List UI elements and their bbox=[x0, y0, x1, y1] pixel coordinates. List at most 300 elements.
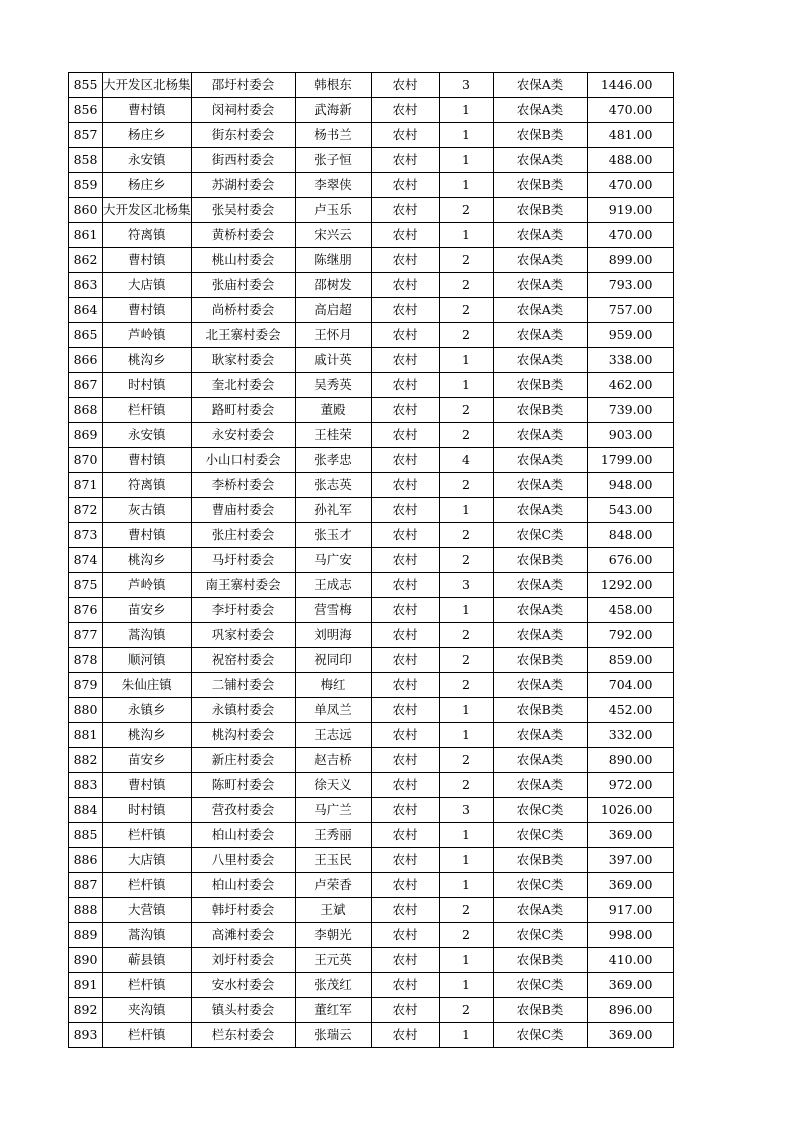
person-name-cell: 高启超 bbox=[295, 298, 371, 323]
person-name-cell: 马广兰 bbox=[295, 798, 371, 823]
residence-type-cell: 农村 bbox=[371, 448, 439, 473]
village-committee-cell: 街西村委会 bbox=[191, 148, 295, 173]
row-number-cell: 886 bbox=[69, 848, 103, 873]
person-name-cell: 梅红 bbox=[295, 673, 371, 698]
town-cell: 栏杆镇 bbox=[103, 973, 192, 998]
amount-cell: 959.00 bbox=[587, 323, 673, 348]
table-row bbox=[69, 398, 674, 423]
town-cell: 符离镇 bbox=[103, 223, 192, 248]
row-number-cell: 889 bbox=[69, 923, 103, 948]
residence-type-cell: 农村 bbox=[371, 248, 439, 273]
household-count-cell: 1 bbox=[439, 973, 493, 998]
amount-cell: 458.00 bbox=[587, 598, 673, 623]
residence-type-cell: 农村 bbox=[371, 123, 439, 148]
town-cell: 曹村镇 bbox=[103, 98, 192, 123]
row-number-cell: 865 bbox=[69, 323, 103, 348]
table-row bbox=[69, 498, 674, 523]
village-committee-cell: 刘圩村委会 bbox=[191, 948, 295, 973]
village-committee-cell: 新庄村委会 bbox=[191, 748, 295, 773]
village-committee-cell: 尚桥村委会 bbox=[191, 298, 295, 323]
household-count-cell: 1 bbox=[439, 123, 493, 148]
residence-type-cell: 农村 bbox=[371, 423, 439, 448]
town-cell: 曹村镇 bbox=[103, 298, 192, 323]
amount-cell: 899.00 bbox=[587, 248, 673, 273]
amount-cell: 890.00 bbox=[587, 748, 673, 773]
town-cell: 杨庄乡 bbox=[103, 123, 192, 148]
town-cell: 时村镇 bbox=[103, 798, 192, 823]
residence-type-cell: 农村 bbox=[371, 573, 439, 598]
table-row bbox=[69, 298, 674, 323]
village-committee-cell: 马圩村委会 bbox=[191, 548, 295, 573]
village-committee-cell: 南王寨村委会 bbox=[191, 573, 295, 598]
town-cell: 大营镇 bbox=[103, 898, 192, 923]
row-number-cell: 871 bbox=[69, 473, 103, 498]
person-name-cell: 王秀丽 bbox=[295, 823, 371, 848]
town-cell: 永安镇 bbox=[103, 423, 192, 448]
person-name-cell: 张孝忠 bbox=[295, 448, 371, 473]
amount-cell: 793.00 bbox=[587, 273, 673, 298]
residence-type-cell: 农村 bbox=[371, 648, 439, 673]
table-row bbox=[69, 573, 674, 598]
amount-cell: 896.00 bbox=[587, 998, 673, 1023]
household-count-cell: 3 bbox=[439, 573, 493, 598]
amount-cell: 972.00 bbox=[587, 773, 673, 798]
household-count-cell: 1 bbox=[439, 723, 493, 748]
town-cell: 栏杆镇 bbox=[103, 823, 192, 848]
table-row bbox=[69, 798, 674, 823]
residence-type-cell: 农村 bbox=[371, 98, 439, 123]
town-cell: 大店镇 bbox=[103, 848, 192, 873]
household-count-cell: 1 bbox=[439, 598, 493, 623]
town-cell: 大开发区北杨集 bbox=[103, 198, 192, 223]
insurance-category-cell: 农保A类 bbox=[493, 148, 587, 173]
row-number-cell: 861 bbox=[69, 223, 103, 248]
amount-cell: 369.00 bbox=[587, 1023, 673, 1048]
row-number-cell: 875 bbox=[69, 573, 103, 598]
village-committee-cell: 永安村委会 bbox=[191, 423, 295, 448]
residence-type-cell: 农村 bbox=[371, 973, 439, 998]
person-name-cell: 刘明海 bbox=[295, 623, 371, 648]
residence-type-cell: 农村 bbox=[371, 173, 439, 198]
household-count-cell: 1 bbox=[439, 873, 493, 898]
household-count-cell: 2 bbox=[439, 398, 493, 423]
person-name-cell: 董殿 bbox=[295, 398, 371, 423]
row-number-cell: 857 bbox=[69, 123, 103, 148]
row-number-cell: 883 bbox=[69, 773, 103, 798]
row-number-cell: 872 bbox=[69, 498, 103, 523]
amount-cell: 481.00 bbox=[587, 123, 673, 148]
village-committee-cell: 栏东村委会 bbox=[191, 1023, 295, 1048]
amount-cell: 369.00 bbox=[587, 973, 673, 998]
amount-cell: 470.00 bbox=[587, 223, 673, 248]
row-number-cell: 881 bbox=[69, 723, 103, 748]
person-name-cell: 营雪梅 bbox=[295, 598, 371, 623]
residence-type-cell: 农村 bbox=[371, 748, 439, 773]
village-committee-cell: 祝窑村委会 bbox=[191, 648, 295, 673]
household-count-cell: 1 bbox=[439, 948, 493, 973]
person-name-cell: 祝同印 bbox=[295, 648, 371, 673]
insurance-category-cell: 农保C类 bbox=[493, 523, 587, 548]
village-committee-cell: 李桥村委会 bbox=[191, 473, 295, 498]
amount-cell: 332.00 bbox=[587, 723, 673, 748]
town-cell: 曹村镇 bbox=[103, 448, 192, 473]
person-name-cell: 陈继朋 bbox=[295, 248, 371, 273]
residence-type-cell: 农村 bbox=[371, 498, 439, 523]
row-number-cell: 863 bbox=[69, 273, 103, 298]
town-cell: 曹村镇 bbox=[103, 523, 192, 548]
person-name-cell: 孙礼军 bbox=[295, 498, 371, 523]
town-cell: 符离镇 bbox=[103, 473, 192, 498]
person-name-cell: 张瑞云 bbox=[295, 1023, 371, 1048]
table-row bbox=[69, 73, 674, 98]
insurance-category-cell: 农保A类 bbox=[493, 473, 587, 498]
table-row bbox=[69, 773, 674, 798]
row-number-cell: 866 bbox=[69, 348, 103, 373]
person-name-cell: 李翠侠 bbox=[295, 173, 371, 198]
village-committee-cell: 桃山村委会 bbox=[191, 248, 295, 273]
row-number-cell: 888 bbox=[69, 898, 103, 923]
table-row bbox=[69, 1023, 674, 1048]
person-name-cell: 杨书兰 bbox=[295, 123, 371, 148]
residence-type-cell: 农村 bbox=[371, 823, 439, 848]
insurance-category-cell: 农保C类 bbox=[493, 1023, 587, 1048]
row-number-cell: 855 bbox=[69, 73, 103, 98]
household-count-cell: 1 bbox=[439, 698, 493, 723]
table-row bbox=[69, 873, 674, 898]
residence-type-cell: 农村 bbox=[371, 323, 439, 348]
insurance-category-cell: 农保A类 bbox=[493, 773, 587, 798]
row-number-cell: 873 bbox=[69, 523, 103, 548]
data-table bbox=[68, 72, 674, 1048]
insurance-category-cell: 农保A类 bbox=[493, 98, 587, 123]
household-count-cell: 1 bbox=[439, 98, 493, 123]
row-number-cell: 858 bbox=[69, 148, 103, 173]
household-count-cell: 1 bbox=[439, 173, 493, 198]
table-row bbox=[69, 848, 674, 873]
insurance-category-cell: 农保A类 bbox=[493, 448, 587, 473]
residence-type-cell: 农村 bbox=[371, 523, 439, 548]
person-name-cell: 戚计英 bbox=[295, 348, 371, 373]
household-count-cell: 2 bbox=[439, 523, 493, 548]
residence-type-cell: 农村 bbox=[371, 923, 439, 948]
household-count-cell: 3 bbox=[439, 73, 493, 98]
person-name-cell: 宋兴云 bbox=[295, 223, 371, 248]
insurance-category-cell: 农保C类 bbox=[493, 923, 587, 948]
insurance-category-cell: 农保B类 bbox=[493, 648, 587, 673]
household-count-cell: 1 bbox=[439, 1023, 493, 1048]
village-committee-cell: 李圩村委会 bbox=[191, 598, 295, 623]
residence-type-cell: 农村 bbox=[371, 223, 439, 248]
amount-cell: 488.00 bbox=[587, 148, 673, 173]
amount-cell: 369.00 bbox=[587, 873, 673, 898]
row-number-cell: 864 bbox=[69, 298, 103, 323]
town-cell: 苗安乡 bbox=[103, 748, 192, 773]
table-row bbox=[69, 198, 674, 223]
residence-type-cell: 农村 bbox=[371, 273, 439, 298]
town-cell: 曹村镇 bbox=[103, 248, 192, 273]
amount-cell: 848.00 bbox=[587, 523, 673, 548]
residence-type-cell: 农村 bbox=[371, 548, 439, 573]
amount-cell: 397.00 bbox=[587, 848, 673, 873]
person-name-cell: 董红军 bbox=[295, 998, 371, 1023]
town-cell: 灰古镇 bbox=[103, 498, 192, 523]
table-row bbox=[69, 523, 674, 548]
household-count-cell: 1 bbox=[439, 498, 493, 523]
insurance-category-cell: 农保A类 bbox=[493, 623, 587, 648]
household-count-cell: 2 bbox=[439, 673, 493, 698]
household-count-cell: 2 bbox=[439, 898, 493, 923]
person-name-cell: 王成志 bbox=[295, 573, 371, 598]
village-committee-cell: 巩家村委会 bbox=[191, 623, 295, 648]
insurance-category-cell: 农保B类 bbox=[493, 998, 587, 1023]
table-row bbox=[69, 98, 674, 123]
household-count-cell: 2 bbox=[439, 248, 493, 273]
town-cell: 永安镇 bbox=[103, 148, 192, 173]
row-number-cell: 880 bbox=[69, 698, 103, 723]
town-cell: 芦岭镇 bbox=[103, 573, 192, 598]
household-count-cell: 1 bbox=[439, 148, 493, 173]
person-name-cell: 王志远 bbox=[295, 723, 371, 748]
household-count-cell: 2 bbox=[439, 273, 493, 298]
town-cell: 苗安乡 bbox=[103, 598, 192, 623]
insurance-category-cell: 农保B类 bbox=[493, 948, 587, 973]
residence-type-cell: 农村 bbox=[371, 298, 439, 323]
insurance-category-cell: 农保B类 bbox=[493, 123, 587, 148]
amount-cell: 543.00 bbox=[587, 498, 673, 523]
amount-cell: 739.00 bbox=[587, 398, 673, 423]
village-committee-cell: 曹庙村委会 bbox=[191, 498, 295, 523]
person-name-cell: 邵树发 bbox=[295, 273, 371, 298]
household-count-cell: 1 bbox=[439, 373, 493, 398]
table-row bbox=[69, 448, 674, 473]
amount-cell: 470.00 bbox=[587, 173, 673, 198]
row-number-cell: 887 bbox=[69, 873, 103, 898]
village-committee-cell: 北王寨村委会 bbox=[191, 323, 295, 348]
household-count-cell: 3 bbox=[439, 798, 493, 823]
person-name-cell: 韩根东 bbox=[295, 73, 371, 98]
insurance-category-cell: 农保A类 bbox=[493, 423, 587, 448]
town-cell: 栏杆镇 bbox=[103, 873, 192, 898]
insurance-category-cell: 农保B类 bbox=[493, 173, 587, 198]
amount-cell: 676.00 bbox=[587, 548, 673, 573]
table-row bbox=[69, 898, 674, 923]
amount-cell: 704.00 bbox=[587, 673, 673, 698]
town-cell: 蒿沟镇 bbox=[103, 623, 192, 648]
village-committee-cell: 柏山村委会 bbox=[191, 823, 295, 848]
table-row bbox=[69, 248, 674, 273]
insurance-category-cell: 农保A类 bbox=[493, 673, 587, 698]
amount-cell: 998.00 bbox=[587, 923, 673, 948]
household-count-cell: 2 bbox=[439, 473, 493, 498]
household-count-cell: 1 bbox=[439, 348, 493, 373]
town-cell: 蕲县镇 bbox=[103, 948, 192, 973]
household-count-cell: 1 bbox=[439, 823, 493, 848]
row-number-cell: 878 bbox=[69, 648, 103, 673]
village-committee-cell: 高滩村委会 bbox=[191, 923, 295, 948]
village-committee-cell: 黄桥村委会 bbox=[191, 223, 295, 248]
residence-type-cell: 农村 bbox=[371, 473, 439, 498]
insurance-category-cell: 农保A类 bbox=[493, 73, 587, 98]
town-cell: 大开发区北杨集 bbox=[103, 73, 192, 98]
insurance-category-cell: 农保B类 bbox=[493, 848, 587, 873]
insurance-category-cell: 农保C类 bbox=[493, 823, 587, 848]
insurance-category-cell: 农保A类 bbox=[493, 298, 587, 323]
table-row bbox=[69, 423, 674, 448]
row-number-cell: 869 bbox=[69, 423, 103, 448]
person-name-cell: 王桂荣 bbox=[295, 423, 371, 448]
insurance-category-cell: 农保A类 bbox=[493, 348, 587, 373]
residence-type-cell: 农村 bbox=[371, 773, 439, 798]
village-committee-cell: 镇头村委会 bbox=[191, 998, 295, 1023]
row-number-cell: 870 bbox=[69, 448, 103, 473]
insurance-category-cell: 农保C类 bbox=[493, 798, 587, 823]
household-count-cell: 1 bbox=[439, 848, 493, 873]
village-committee-cell: 桃沟村委会 bbox=[191, 723, 295, 748]
person-name-cell: 卢玉乐 bbox=[295, 198, 371, 223]
amount-cell: 470.00 bbox=[587, 98, 673, 123]
insurance-category-cell: 农保C类 bbox=[493, 873, 587, 898]
table-row bbox=[69, 548, 674, 573]
village-committee-cell: 八里村委会 bbox=[191, 848, 295, 873]
amount-cell: 410.00 bbox=[587, 948, 673, 973]
town-cell: 桃沟乡 bbox=[103, 723, 192, 748]
village-committee-cell: 张吴村委会 bbox=[191, 198, 295, 223]
table-row bbox=[69, 473, 674, 498]
residence-type-cell: 农村 bbox=[371, 898, 439, 923]
person-name-cell: 张子恒 bbox=[295, 148, 371, 173]
insurance-category-cell: 农保A类 bbox=[493, 498, 587, 523]
household-count-cell: 2 bbox=[439, 323, 493, 348]
table-row bbox=[69, 148, 674, 173]
person-name-cell: 李朝光 bbox=[295, 923, 371, 948]
person-name-cell: 徐天义 bbox=[295, 773, 371, 798]
village-committee-cell: 陈町村委会 bbox=[191, 773, 295, 798]
residence-type-cell: 农村 bbox=[371, 348, 439, 373]
insurance-category-cell: 农保B类 bbox=[493, 548, 587, 573]
insurance-category-cell: 农保A类 bbox=[493, 273, 587, 298]
amount-cell: 917.00 bbox=[587, 898, 673, 923]
residence-type-cell: 农村 bbox=[371, 398, 439, 423]
table-row bbox=[69, 598, 674, 623]
village-committee-cell: 闵祠村委会 bbox=[191, 98, 295, 123]
village-committee-cell: 奎北村委会 bbox=[191, 373, 295, 398]
row-number-cell: 893 bbox=[69, 1023, 103, 1048]
town-cell: 桃沟乡 bbox=[103, 548, 192, 573]
row-number-cell: 876 bbox=[69, 598, 103, 623]
amount-cell: 369.00 bbox=[587, 823, 673, 848]
person-name-cell: 张玉才 bbox=[295, 523, 371, 548]
household-count-cell: 2 bbox=[439, 773, 493, 798]
row-number-cell: 877 bbox=[69, 623, 103, 648]
person-name-cell: 张志英 bbox=[295, 473, 371, 498]
residence-type-cell: 农村 bbox=[371, 623, 439, 648]
person-name-cell: 张茂红 bbox=[295, 973, 371, 998]
table-row bbox=[69, 373, 674, 398]
row-number-cell: 882 bbox=[69, 748, 103, 773]
table-row bbox=[69, 323, 674, 348]
row-number-cell: 867 bbox=[69, 373, 103, 398]
insurance-category-cell: 农保A类 bbox=[493, 323, 587, 348]
row-number-cell: 862 bbox=[69, 248, 103, 273]
table-row bbox=[69, 923, 674, 948]
person-name-cell: 单凤兰 bbox=[295, 698, 371, 723]
village-committee-cell: 营孜村委会 bbox=[191, 798, 295, 823]
household-count-cell: 2 bbox=[439, 748, 493, 773]
person-name-cell: 马广安 bbox=[295, 548, 371, 573]
town-cell: 桃沟乡 bbox=[103, 348, 192, 373]
village-committee-cell: 张庙村委会 bbox=[191, 273, 295, 298]
residence-type-cell: 农村 bbox=[371, 873, 439, 898]
amount-cell: 859.00 bbox=[587, 648, 673, 673]
residence-type-cell: 农村 bbox=[371, 723, 439, 748]
insurance-category-cell: 农保B类 bbox=[493, 198, 587, 223]
village-committee-cell: 韩圩村委会 bbox=[191, 898, 295, 923]
table-row bbox=[69, 973, 674, 998]
residence-type-cell: 农村 bbox=[371, 798, 439, 823]
town-cell: 顺河镇 bbox=[103, 648, 192, 673]
table-row bbox=[69, 223, 674, 248]
table-row bbox=[69, 748, 674, 773]
residence-type-cell: 农村 bbox=[371, 598, 439, 623]
insurance-category-cell: 农保A类 bbox=[493, 248, 587, 273]
table-row bbox=[69, 698, 674, 723]
table-row bbox=[69, 123, 674, 148]
village-committee-cell: 街东村委会 bbox=[191, 123, 295, 148]
household-count-cell: 2 bbox=[439, 298, 493, 323]
town-cell: 曹村镇 bbox=[103, 773, 192, 798]
amount-cell: 1799.00 bbox=[587, 448, 673, 473]
town-cell: 杨庄乡 bbox=[103, 173, 192, 198]
amount-cell: 757.00 bbox=[587, 298, 673, 323]
insurance-category-cell: 农保A类 bbox=[493, 748, 587, 773]
insurance-category-cell: 农保A类 bbox=[493, 723, 587, 748]
household-count-cell: 4 bbox=[439, 448, 493, 473]
household-count-cell: 2 bbox=[439, 998, 493, 1023]
town-cell: 栏杆镇 bbox=[103, 1023, 192, 1048]
village-committee-cell: 二铺村委会 bbox=[191, 673, 295, 698]
table-row bbox=[69, 823, 674, 848]
residence-type-cell: 农村 bbox=[371, 673, 439, 698]
village-committee-cell: 苏湖村委会 bbox=[191, 173, 295, 198]
village-committee-cell: 路町村委会 bbox=[191, 398, 295, 423]
table-row bbox=[69, 348, 674, 373]
insurance-category-cell: 农保A类 bbox=[493, 223, 587, 248]
person-name-cell: 王元英 bbox=[295, 948, 371, 973]
table-row bbox=[69, 723, 674, 748]
household-count-cell: 2 bbox=[439, 623, 493, 648]
town-cell: 栏杆镇 bbox=[103, 398, 192, 423]
row-number-cell: 860 bbox=[69, 198, 103, 223]
insurance-category-cell: 农保B类 bbox=[493, 373, 587, 398]
village-committee-cell: 柏山村委会 bbox=[191, 873, 295, 898]
person-name-cell: 吴秀英 bbox=[295, 373, 371, 398]
row-number-cell: 879 bbox=[69, 673, 103, 698]
household-count-cell: 2 bbox=[439, 423, 493, 448]
village-committee-cell: 小山口村委会 bbox=[191, 448, 295, 473]
row-number-cell: 891 bbox=[69, 973, 103, 998]
table-row bbox=[69, 648, 674, 673]
town-cell: 大店镇 bbox=[103, 273, 192, 298]
residence-type-cell: 农村 bbox=[371, 198, 439, 223]
town-cell: 夹沟镇 bbox=[103, 998, 192, 1023]
town-cell: 永镇乡 bbox=[103, 698, 192, 723]
table-row bbox=[69, 948, 674, 973]
residence-type-cell: 农村 bbox=[371, 948, 439, 973]
town-cell: 朱仙庄镇 bbox=[103, 673, 192, 698]
table-row bbox=[69, 273, 674, 298]
table-row bbox=[69, 173, 674, 198]
person-name-cell: 王玉民 bbox=[295, 848, 371, 873]
